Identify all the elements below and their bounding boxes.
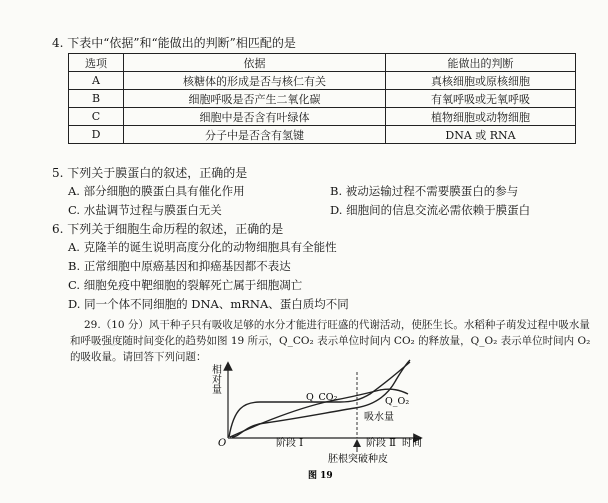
question-5-stem: 5. 下列关于膜蛋白的叙述，正确的是 xyxy=(52,166,248,180)
figure-caption: 图 19 xyxy=(308,471,333,481)
table-cell: 细胞中是否含有叶绿体 xyxy=(124,108,386,126)
qo2-label: Q_O₂ xyxy=(385,396,410,407)
question-6-stem: 6. 下列关于细胞生命历程的叙述，正确的是 xyxy=(52,222,284,236)
qco2-label: Q_CO₂ xyxy=(306,392,338,403)
table-cell: 分子中是否含有氢键 xyxy=(124,126,386,144)
question-5-option-a: A. 部分细胞的膜蛋白具有催化作用 xyxy=(68,184,245,198)
x-axis-label: 时间 xyxy=(402,438,422,449)
question-5-option-d: D. 细胞间的信息交流必需依赖于膜蛋白 xyxy=(330,203,531,217)
question-6-option-b: B. 正常细胞中原癌基因和抑癌基因都不表达 xyxy=(68,259,291,273)
y-axis-label-1: 相 xyxy=(212,365,222,376)
stage-1-label: 阶段 Ⅰ xyxy=(276,438,304,449)
table-cell: B xyxy=(69,90,124,108)
event-label: 胚根突破种皮 xyxy=(328,454,388,465)
table-cell: 细胞呼吸是否产生二氧化碳 xyxy=(124,90,386,108)
y-axis-label-2: 对 xyxy=(212,375,222,386)
question-29-line-2: 和呼吸强度随时间变化的趋势如图 19 所示，Q_CO₂ 表示单位时间内 CO₂ 的释放量，Q_O₂ 表示单位时间内 O₂ xyxy=(70,335,591,347)
stage-2-label: 阶段 Ⅱ xyxy=(366,438,396,449)
question-29-line-1: 29.（10 分）风干种子只有吸收足够的水分才能进行旺盛的代谢活动，使胚生长。水稻种子萌发过程中吸水量 xyxy=(84,319,590,331)
table-cell: 植物细胞或动物细胞 xyxy=(386,108,576,126)
question-6-option-d: D. 同一个体不同细胞的 DNA、mRNA、蛋白质均不同 xyxy=(68,297,349,311)
table-cell: C xyxy=(69,108,124,126)
table-cell: 真核细胞或原核细胞 xyxy=(386,72,576,90)
table-cell: D xyxy=(69,126,124,144)
table-header-cell: 能做出的判断 xyxy=(386,54,576,72)
origin-label: O xyxy=(218,438,227,449)
question-5-option-c: C. 水盐调节过程与膜蛋白无关 xyxy=(68,203,222,217)
table-cell: 核糖体的形成是否与核仁有关 xyxy=(124,72,386,90)
table-header-cell: 依据 xyxy=(124,54,386,72)
question-4-stem: 4. 下表中“依据”和“能做出的判断”相匹配的是 xyxy=(52,36,296,50)
question-6-option-c: C. 细胞免疫中靶细胞的裂解死亡属于细胞凋亡 xyxy=(68,278,303,292)
table-header-cell: 选项 xyxy=(69,54,124,72)
question-6-option-a: A. 克隆羊的诞生说明高度分化的动物细胞具有全能性 xyxy=(68,240,337,254)
table-cell: 有氧呼吸或无氧呼吸 xyxy=(386,90,576,108)
question-29-line-3: 的吸收量。请回答下列问题： xyxy=(70,351,207,363)
y-axis-label-3: 量 xyxy=(212,385,222,396)
table-cell: A xyxy=(69,72,124,90)
water-label: 吸水量 xyxy=(364,412,394,423)
question-5-option-b: B. 被动运输过程不需要膜蛋白的参与 xyxy=(330,184,519,198)
table-cell: DNA 或 RNA xyxy=(386,126,576,144)
